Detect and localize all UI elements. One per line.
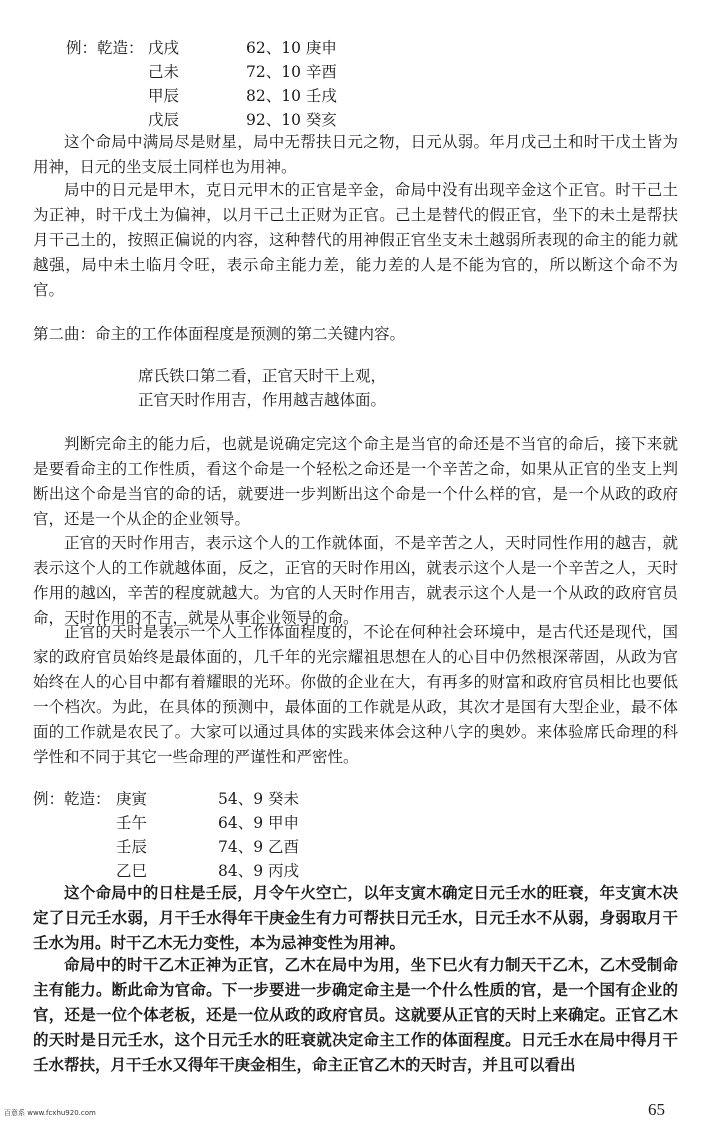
pillar: 戊辰 [148, 111, 180, 129]
luck-cycle: 92、10 癸亥 [246, 111, 337, 129]
paragraph: 这个命局中满局尽是财星，局中无帮扶日元之物，日元从弱。年月戊己土和时干戊土皆为用神，日元的坐支辰土同样也为用神。 [33, 133, 678, 176]
pillar: 己未 [148, 63, 180, 81]
paragraph: 局中的日元是甲木，克日元甲木的正官是辛金，命局中没有出现辛金这个正官。时干己土为正神，时干戊土为偏神，以月干己土正财为正官。己土是替代的假正官，坐下的未土是帮扶月干己土的，按照正偏说的内容，这种替代的用神假正官坐支未土越弱所表现的命主的能力就越强，局中未土临月令旺，表示命主能力差，能力差的人是不能为官的，所以断这个命不为官。 [33, 181, 678, 299]
example-label: 例：乾造： [33, 790, 111, 808]
luck-cycle: 54、9 癸未 [218, 790, 300, 808]
pillar: 乙巳 [116, 862, 148, 880]
page-number: 65 [648, 1100, 665, 1119]
verse-line: 正官天时作用吉，作用越吉越体面。 [138, 391, 387, 409]
verse-line: 席氏铁口第二看，正官天时干上观， [138, 367, 387, 385]
luck-cycle: 72、10 辛酉 [246, 63, 337, 81]
luck-cycle: 62、10 庚申 [246, 39, 337, 57]
pillar: 甲辰 [148, 87, 180, 105]
luck-cycle: 84、9 丙戌 [218, 862, 300, 880]
pillar: 庚寅 [116, 790, 148, 808]
luck-cycle: 82、10 壬戌 [246, 87, 337, 105]
pillar: 壬辰 [116, 838, 148, 856]
paragraph: 命局中的时干乙木正神为正官，乙木在局中为用，坐下巳火有力制天干乙木，乙木受制命主有能力。断此命为官命。下一步要进一步确定命主是一个什么性质的官，是一个国有企业的官，还是一位个体老板，还是一位从政的政府官员。这就要从正官的天时上来确定。正官乙木的天时是日元壬水，这个日元壬水的旺衰就决定命主工作的体面程度。日元壬水在局中得月干壬水帮扶，月干壬水又得年干庚金相生，命主正官乙木的天时吉，并且可以看出 [33, 955, 678, 1074]
paragraph: 正官的天时是表示一个人工作体面程度的，不论在何种社会环境中，是古代还是现代，国家的政府官员始终是最体面的，几千年的光宗耀祖思想在人的心目中仍然根深蒂固，从政为官始终在人的心目中都有着耀眼的光环。你做的企业在大，有再多的财富和政府官员相比也要低一个档次。为此，在具体的预测中，最体面的工作就是从政，其次才是国有大型企业，最不体面的工作就是农民了。大家可以通过具体的实践来体会这种八字的奥妙。来体验席氏命理的科学性和不同于其它一些命理的严谨性和严密性。 [33, 623, 678, 766]
footer-site: 百意系 www.fcxhu920.com [4, 1109, 96, 1117]
luck-cycle: 74、9 乙酉 [218, 838, 300, 856]
pillar: 壬午 [116, 814, 148, 832]
luck-cycle: 64、9 甲申 [218, 814, 300, 832]
paragraph: 正官的天时作用吉，表示这个人的工作就体面，不是辛苦之人，天时同性作用的越吉，就表示这个人的工作就越体面，反之，正官的天时作用凶，就表示这个人是一个辛苦之人，天时作用的越凶，辛苦的程度就越大。为官的人天时作用吉，就表示这个人是一个从政的政府官员命，天时作用的不吉，就是从事企业领导的命。 [33, 534, 678, 627]
pillar: 戊戌 [148, 39, 180, 57]
paragraph: 判断完命主的能力后，也就是说确定完这个命主是当官的命还是不当官的命后，接下来就是要看命主的工作性质，看这个命是一个轻松之命还是一个辛苦之命，如果从正官的坐支上判断出这个命是当官的命的话，就要进一步判断出这个命是一个什么样的官，是一个从政的政府官，还是一个从企的企业领导。 [33, 435, 678, 528]
paragraph: 这个命局中的日柱是壬辰，月令午火空亡，以年支寅木确定日元壬水的旺衰，年支寅木决定了日元壬水弱，月干壬水得年干庚金生有力可帮扶日元壬水，日元壬水不从弱，身弱取月干壬水为用。时干乙木无力变性，本为忌神变性为用神。 [33, 883, 678, 952]
example-label: 例：乾造： [66, 39, 144, 57]
section-heading: 第二曲：命主的工作体面程度是预测的第二关键内容。 [33, 325, 406, 343]
